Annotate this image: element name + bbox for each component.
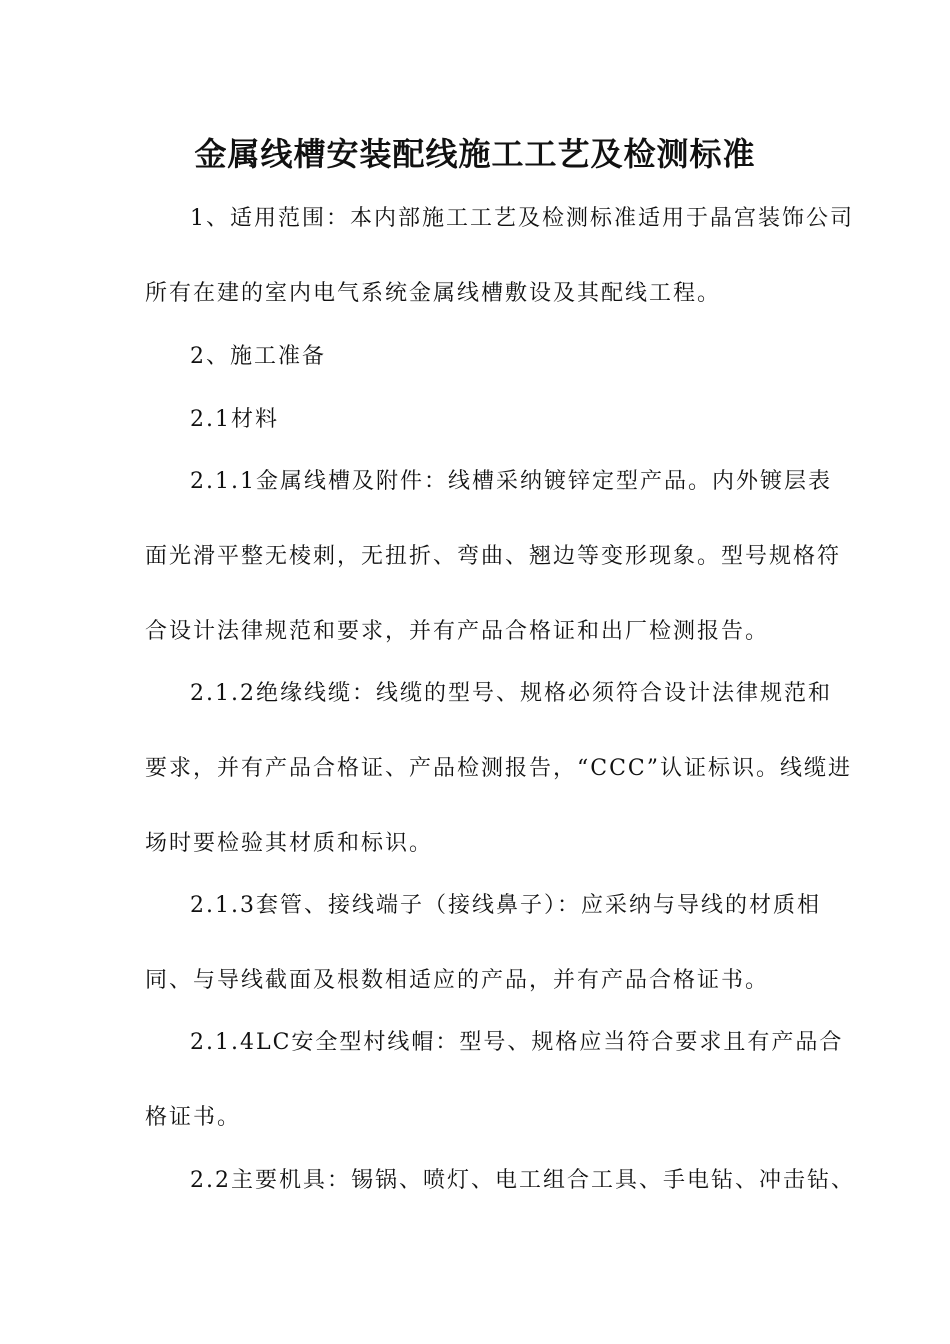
- paragraph-line-trunking-cont-2: 合设计法律规范和要求，并有产品合格证和出厂检测报告。: [145, 619, 770, 644]
- paragraph-line-scope-cont: 所有在建的室内电气系统金属线槽敷设及其配线工程。: [145, 281, 722, 306]
- paragraph-line-cable: 2.1.2绝缘线缆：线缆的型号、规格必须符合设计法律规范和: [190, 681, 832, 706]
- paragraph-line-wire-cap-cont: 格证书。: [145, 1105, 242, 1130]
- paragraph-line-sleeve-cont: 同、与导线截面及根数相适应的产品，并有产品合格证书。: [145, 968, 770, 993]
- paragraph-line-cable-cont-1: 要求，并有产品合格证、产品检测报告，“CCC”认证标识。线缆进: [145, 756, 852, 781]
- paragraph-line-scope: 1、适用范围：本内部施工工艺及检测标准适用于晶宫装饰公司: [190, 206, 854, 231]
- paragraph-line-tools: 2.2主要机具：锡锅、喷灯、电工组合工具、手电钻、冲击钻、: [190, 1168, 855, 1193]
- paragraph-line-trunking-cont-1: 面光滑平整无棱刺，无扭折、弯曲、翘边等变形现象。型号规格符: [145, 544, 842, 569]
- document-title: 金属线槽安装配线施工工艺及检测标准: [194, 135, 756, 173]
- paragraph-line-sleeve: 2.1.3套管、接线端子（接线鼻子）：应采纳与导线的材质相: [190, 893, 821, 918]
- paragraph-line-wire-cap: 2.1.4LC安全型村线帽：型号、规格应当符合要求且有产品合: [190, 1030, 844, 1055]
- paragraph-line-cable-cont-2: 场时要检验其材质和标识。: [145, 831, 434, 856]
- section-heading-preparation: 2、施工准备: [190, 344, 326, 369]
- paragraph-line-trunking: 2.1.1金属线槽及附件：线槽采纳镀锌定型产品。内外镀层表: [190, 469, 832, 494]
- section-heading-materials: 2.1材料: [190, 407, 279, 432]
